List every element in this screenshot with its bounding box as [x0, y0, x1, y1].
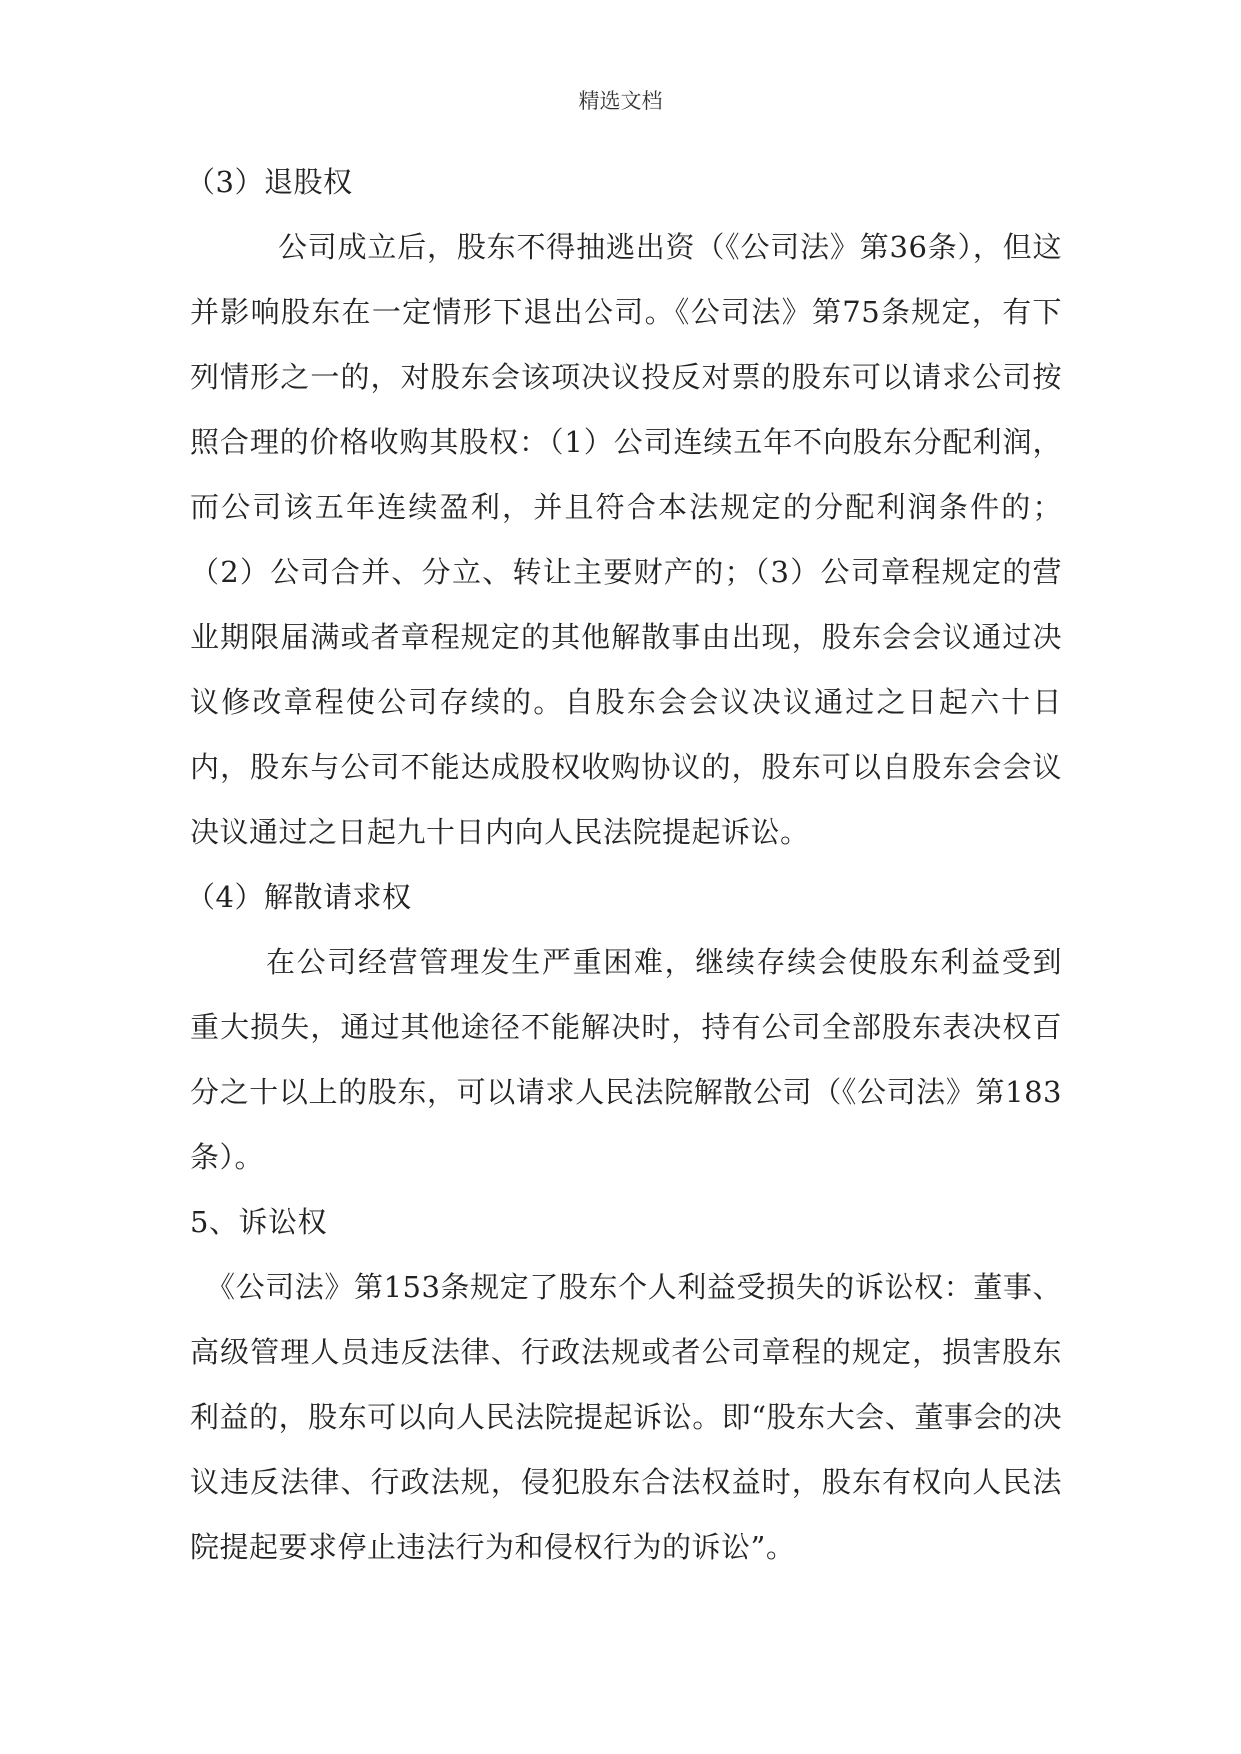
section-4-paragraph: 在公司经营管理发生严重困难，继续存续会使股东利益受到重大损失，通过其他途径不能解决时，持有公司全部股东表决权百分之十以上的股东，可以请求人民法院解散公司（《公司法》第183条）。 — [190, 945, 1062, 1174]
section-5-paragraph: 《公司法》第153条规定了股东个人利益受损失的诉讼权：董事、高级管理人员违反法律、行政法规或者公司章程的规定，损害股东利益的，股东可以向人民法院提起诉讼。即“股东大会、董事会的决议违反法律、行政法规，侵犯股东合法权益时，股东有权向人民法院提起要求停止违法行为和侵权行为的诉讼”。 — [190, 1270, 1062, 1564]
section-5-heading: 5、诉讼权 — [190, 1205, 327, 1239]
section-4-heading: （4）解散请求权 — [186, 880, 412, 914]
document-body — [186, 150, 1062, 1580]
section-3-heading: （3）退股权 — [186, 165, 353, 199]
page-header: 精选文档 — [578, 89, 663, 113]
section-3-paragraph: 公司成立后，股东不得抽逃出资（《公司法》第36条），但这并影响股东在一定情形下退出公司。《公司法》第75条规定，有下列情形之一的，对股东会该项决议投反对票的股东可以请求公司按照合理的价格收购其股权：（1）公司连续五年不向股东分配利润，而公司该五年连续盈利，并且符合本法规定的分配利润条件的；（2）公司合并、分立、转让主要财产的；（3）公司章程规定的营业期限届满或者章程规定的其他解散事由出现，股东会会议通过决议修改章程使公司存续的。自股东会会议决议通过之日起六十日内，股东与公司不能达成股权收购协议的，股东可以自股东会会议决议通过之日起九十日内向人民法院提起诉讼。 — [190, 230, 1062, 849]
